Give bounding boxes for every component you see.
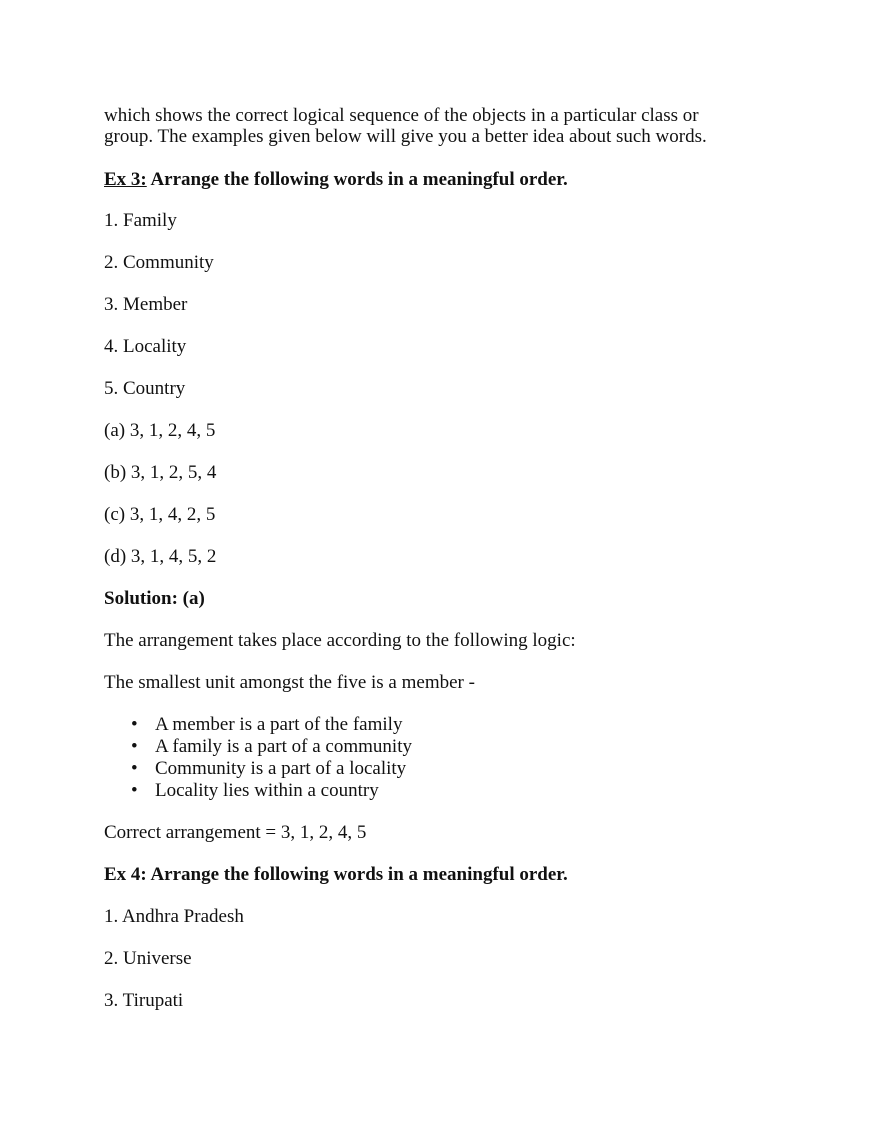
bullet-icon: •	[131, 780, 138, 801]
ex3-item-3: 3. Member	[104, 294, 188, 315]
bullet-icon: •	[131, 714, 138, 735]
ex3-option-d: (d) 3, 1, 4, 5, 2	[104, 546, 217, 567]
bullet-text: A family is a part of a community	[155, 736, 412, 757]
ex4-heading: Ex 4: Arrange the following words in a meaningful order.	[104, 864, 568, 885]
ex3-explanation: The arrangement takes place according to the following logic:	[104, 630, 576, 651]
bullet-icon: •	[131, 736, 138, 757]
bullet-item	[131, 714, 402, 736]
bullet-item	[131, 780, 379, 802]
ex3-lead: The smallest unit amongst the five is a member -	[104, 672, 475, 693]
ex3-option-c: (c) 3, 1, 4, 2, 5	[104, 504, 216, 525]
bullet-item	[131, 758, 406, 780]
ex3-answer: Correct arrangement = 3, 1, 2, 4, 5	[104, 822, 367, 843]
ex3-item-4: 4. Locality	[104, 336, 187, 357]
ex4-item-3: 3. Tirupati	[104, 990, 184, 1011]
ex4-item-2: 2. Universe	[104, 948, 192, 969]
ex3-item-1: 1. Family	[104, 210, 177, 231]
intro-line-2: group. The examples given below will give you a better idea about such words.	[104, 126, 707, 147]
bullet-icon: •	[131, 758, 138, 779]
ex3-solution: Solution: (a)	[104, 588, 205, 609]
ex3-item-2: 2. Community	[104, 252, 214, 273]
bullet-text: A member is a part of the family	[155, 714, 403, 735]
bullet-item	[131, 736, 412, 758]
bullet-text: Community is a part of a locality	[155, 758, 407, 779]
ex3-item-5: 5. Country	[104, 378, 186, 399]
ex4-item-1: 1. Andhra Pradesh	[104, 906, 244, 927]
ex3-title: Arrange the following words in a meaningful order.	[146, 169, 568, 190]
intro-line-1: which shows the correct logical sequence of the objects in a particular class or	[104, 105, 699, 126]
bullet-text: Locality lies within a country	[155, 780, 379, 801]
ex3-heading	[104, 169, 568, 191]
ex3-option-a: (a) 3, 1, 2, 4, 5	[104, 420, 216, 441]
ex3-option-b: (b) 3, 1, 2, 5, 4	[104, 462, 217, 483]
ex3-label: Ex 3:	[104, 169, 147, 190]
